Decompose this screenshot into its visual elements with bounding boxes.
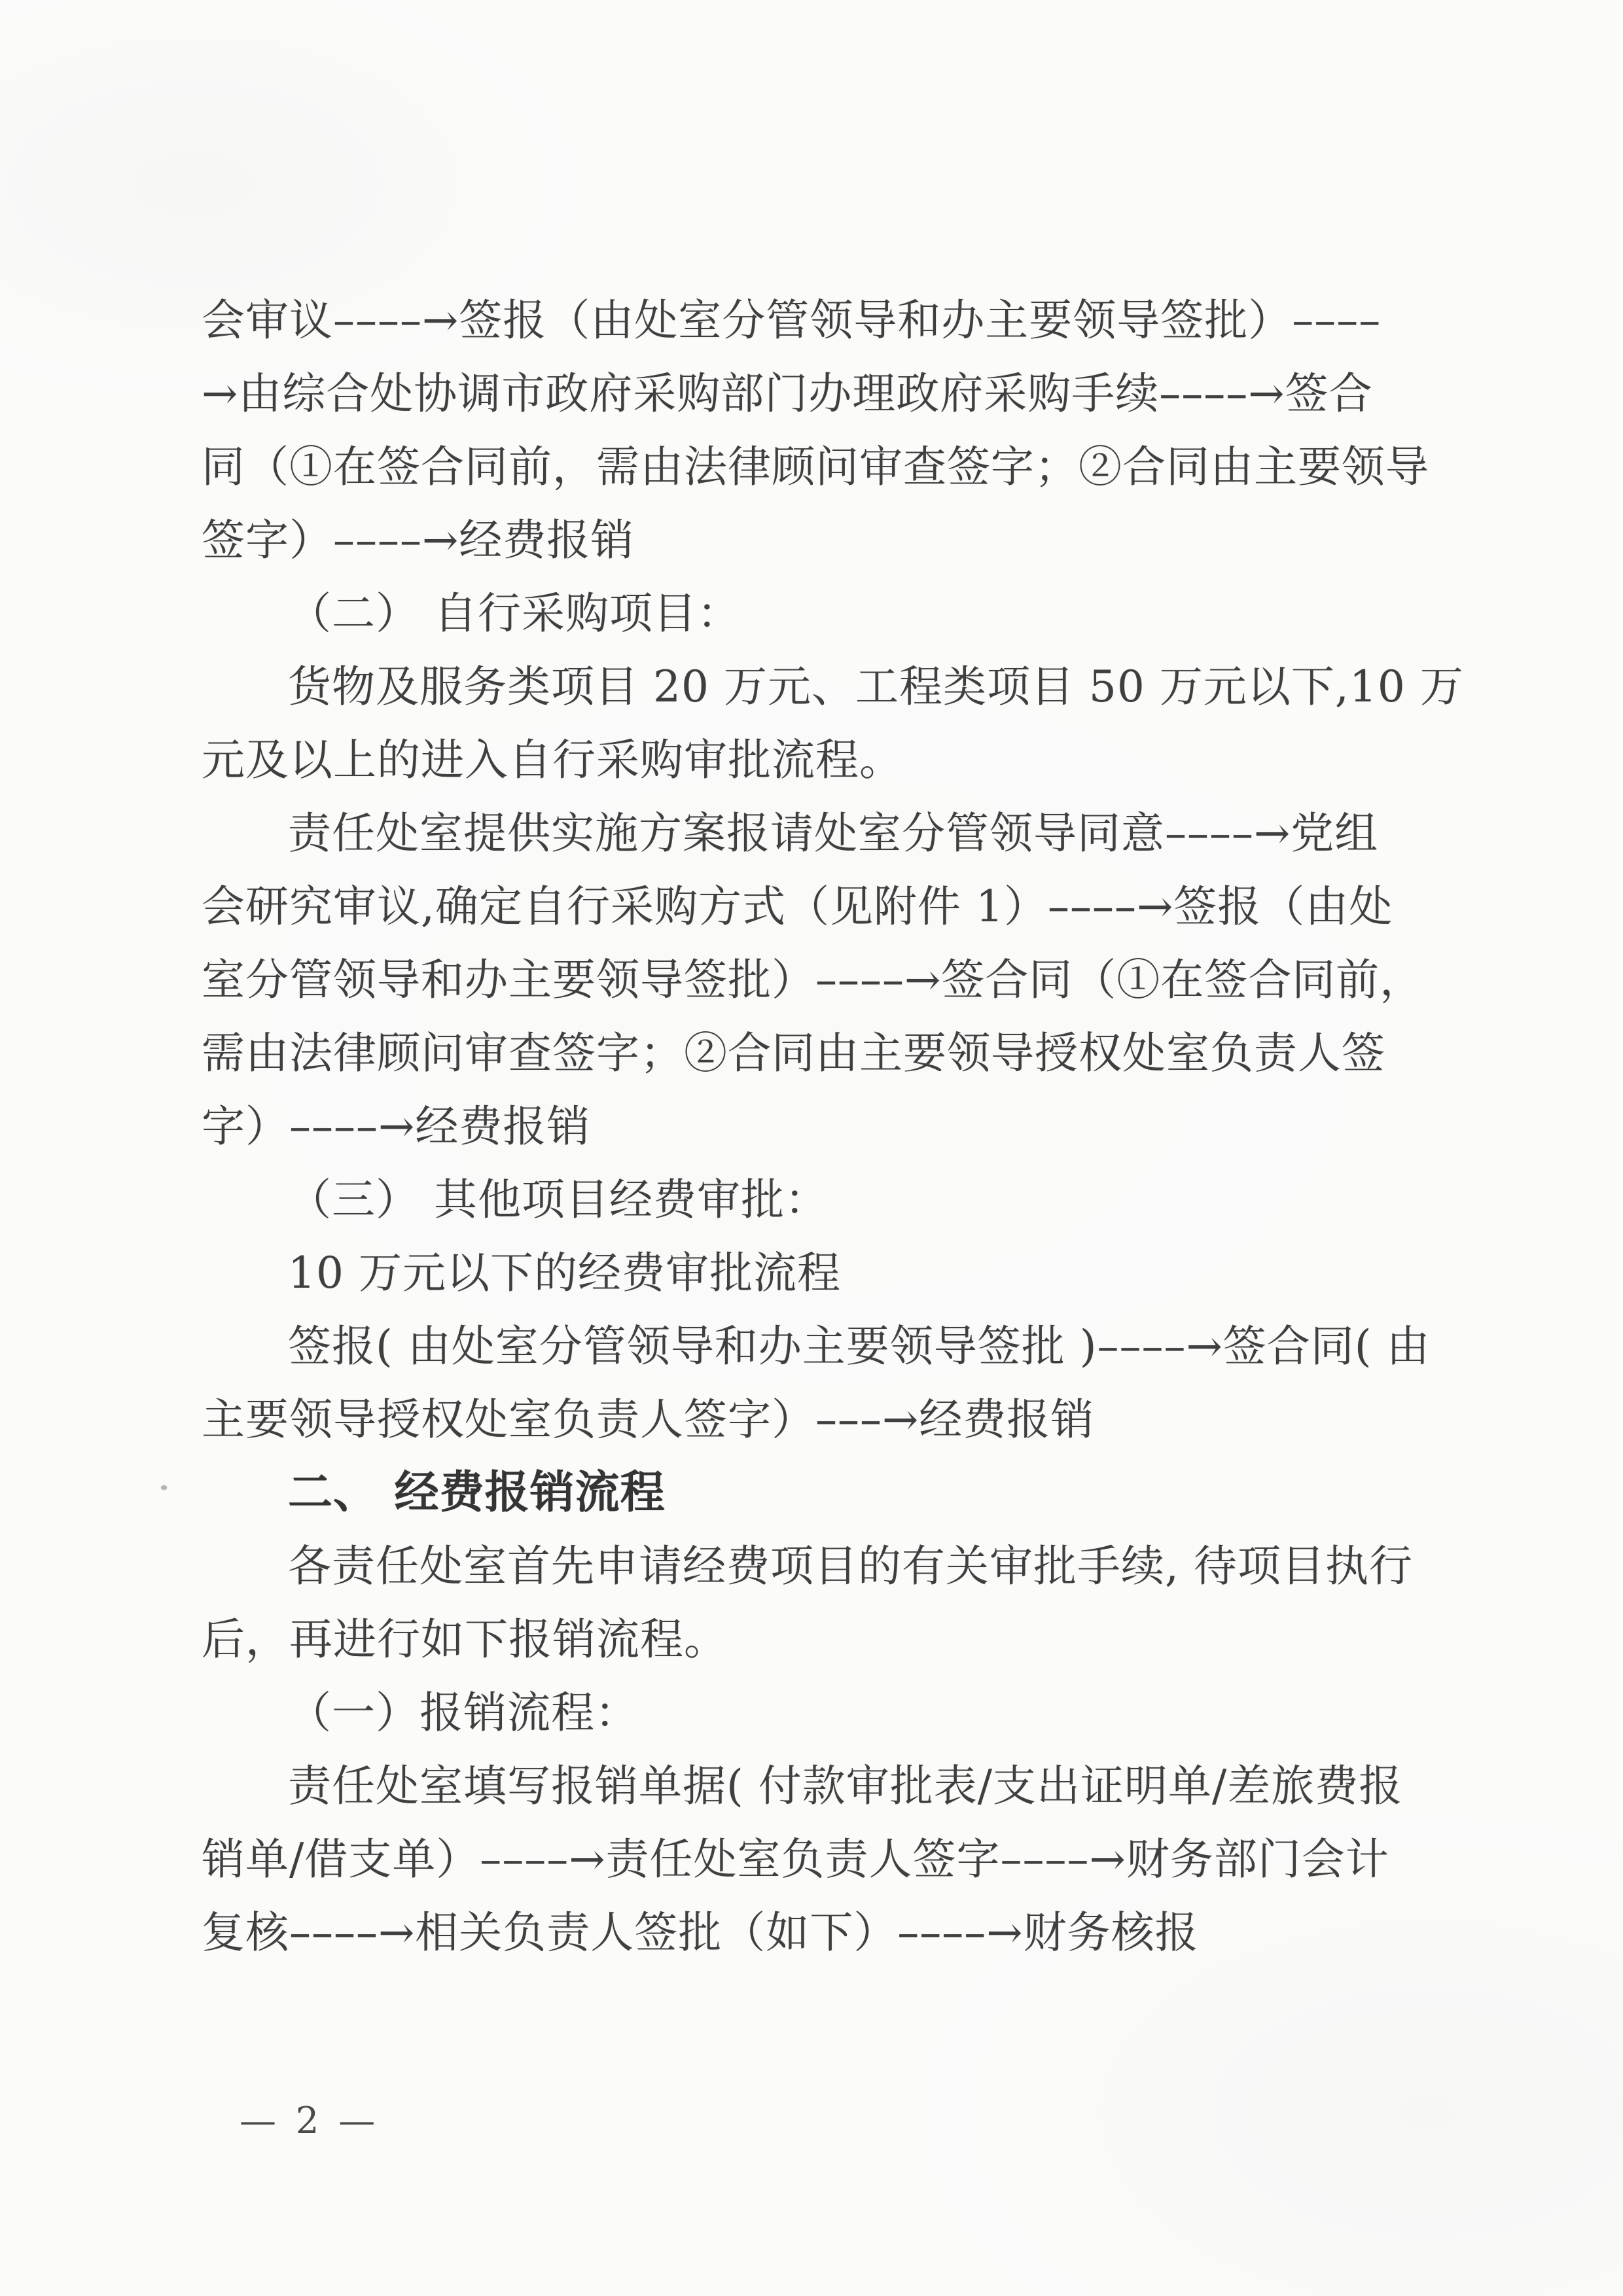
text-line: 10 万元以下的经费审批流程 [288, 1248, 841, 1298]
text-line: 责任处室填写报销单据( 付款审批表/支出证明单/差旅费报 [288, 1761, 1403, 1811]
text-line: 责任处室提供实施方案报请处室分管领导同意––––→党组 [288, 808, 1379, 858]
text-line: 各责任处室首先申请经费项目的有关审批手续, 待项目执行 [288, 1541, 1413, 1591]
text-line: 元及以上的进入自行采购审批流程。 [202, 735, 903, 785]
text-line: 签字）––––→经费报销 [202, 515, 635, 565]
text-line: 主要领导授权处室负责人签字）–––→经费报销 [202, 1394, 1095, 1445]
subsection-heading: （二） 自行采购项目： [288, 588, 741, 639]
text-line: 会审议––––→签报（由处室分管领导和办主要领导签批）–––– [202, 295, 1382, 345]
text-line: 字）––––→经费报销 [202, 1101, 591, 1152]
document-text-block [202, 284, 1464, 1969]
scan-speck [161, 1485, 167, 1490]
text-line: 货物及服务类项目 20 万元、工程类项目 50 万元以下,10 万 [288, 662, 1464, 712]
page-number: — 2 — [240, 2100, 380, 2142]
text-line: 需由法律顾问审查签字；②合同由主要领导授权处室负责人签 [202, 1028, 1385, 1078]
subsection-heading: （三） 其他项目经费审批： [288, 1174, 829, 1225]
text-line: 会研究审议,确定自行采购方式（见附件 1）––––→签报（由处 [202, 881, 1393, 932]
text-line: 室分管领导和办主要领导签批）––––→签合同（①在签合同前， [202, 955, 1424, 1005]
text-line: 复核––––→相关负责人签批（如下）––––→财务核报 [202, 1907, 1199, 1958]
text-line: 同（①在签合同前，需由法律顾问审查签字；②合同由主要领导 [202, 442, 1429, 492]
text-line: 销单/借支单）––––→责任处室负责人签字––––→财务部门会计 [202, 1834, 1389, 1884]
text-line: 后，再进行如下报销流程。 [202, 1614, 728, 1665]
text-line: 签报( 由处室分管领导和办主要领导签批 )––––→签合同( 由 [288, 1321, 1431, 1371]
section-heading: 二、 经费报销流程 [288, 1467, 666, 1519]
text-line: →由综合处协调市政府采购部门办理政府采购手续––––→签合 [202, 368, 1373, 419]
subsection-heading: （一）报销流程： [288, 1687, 639, 1738]
